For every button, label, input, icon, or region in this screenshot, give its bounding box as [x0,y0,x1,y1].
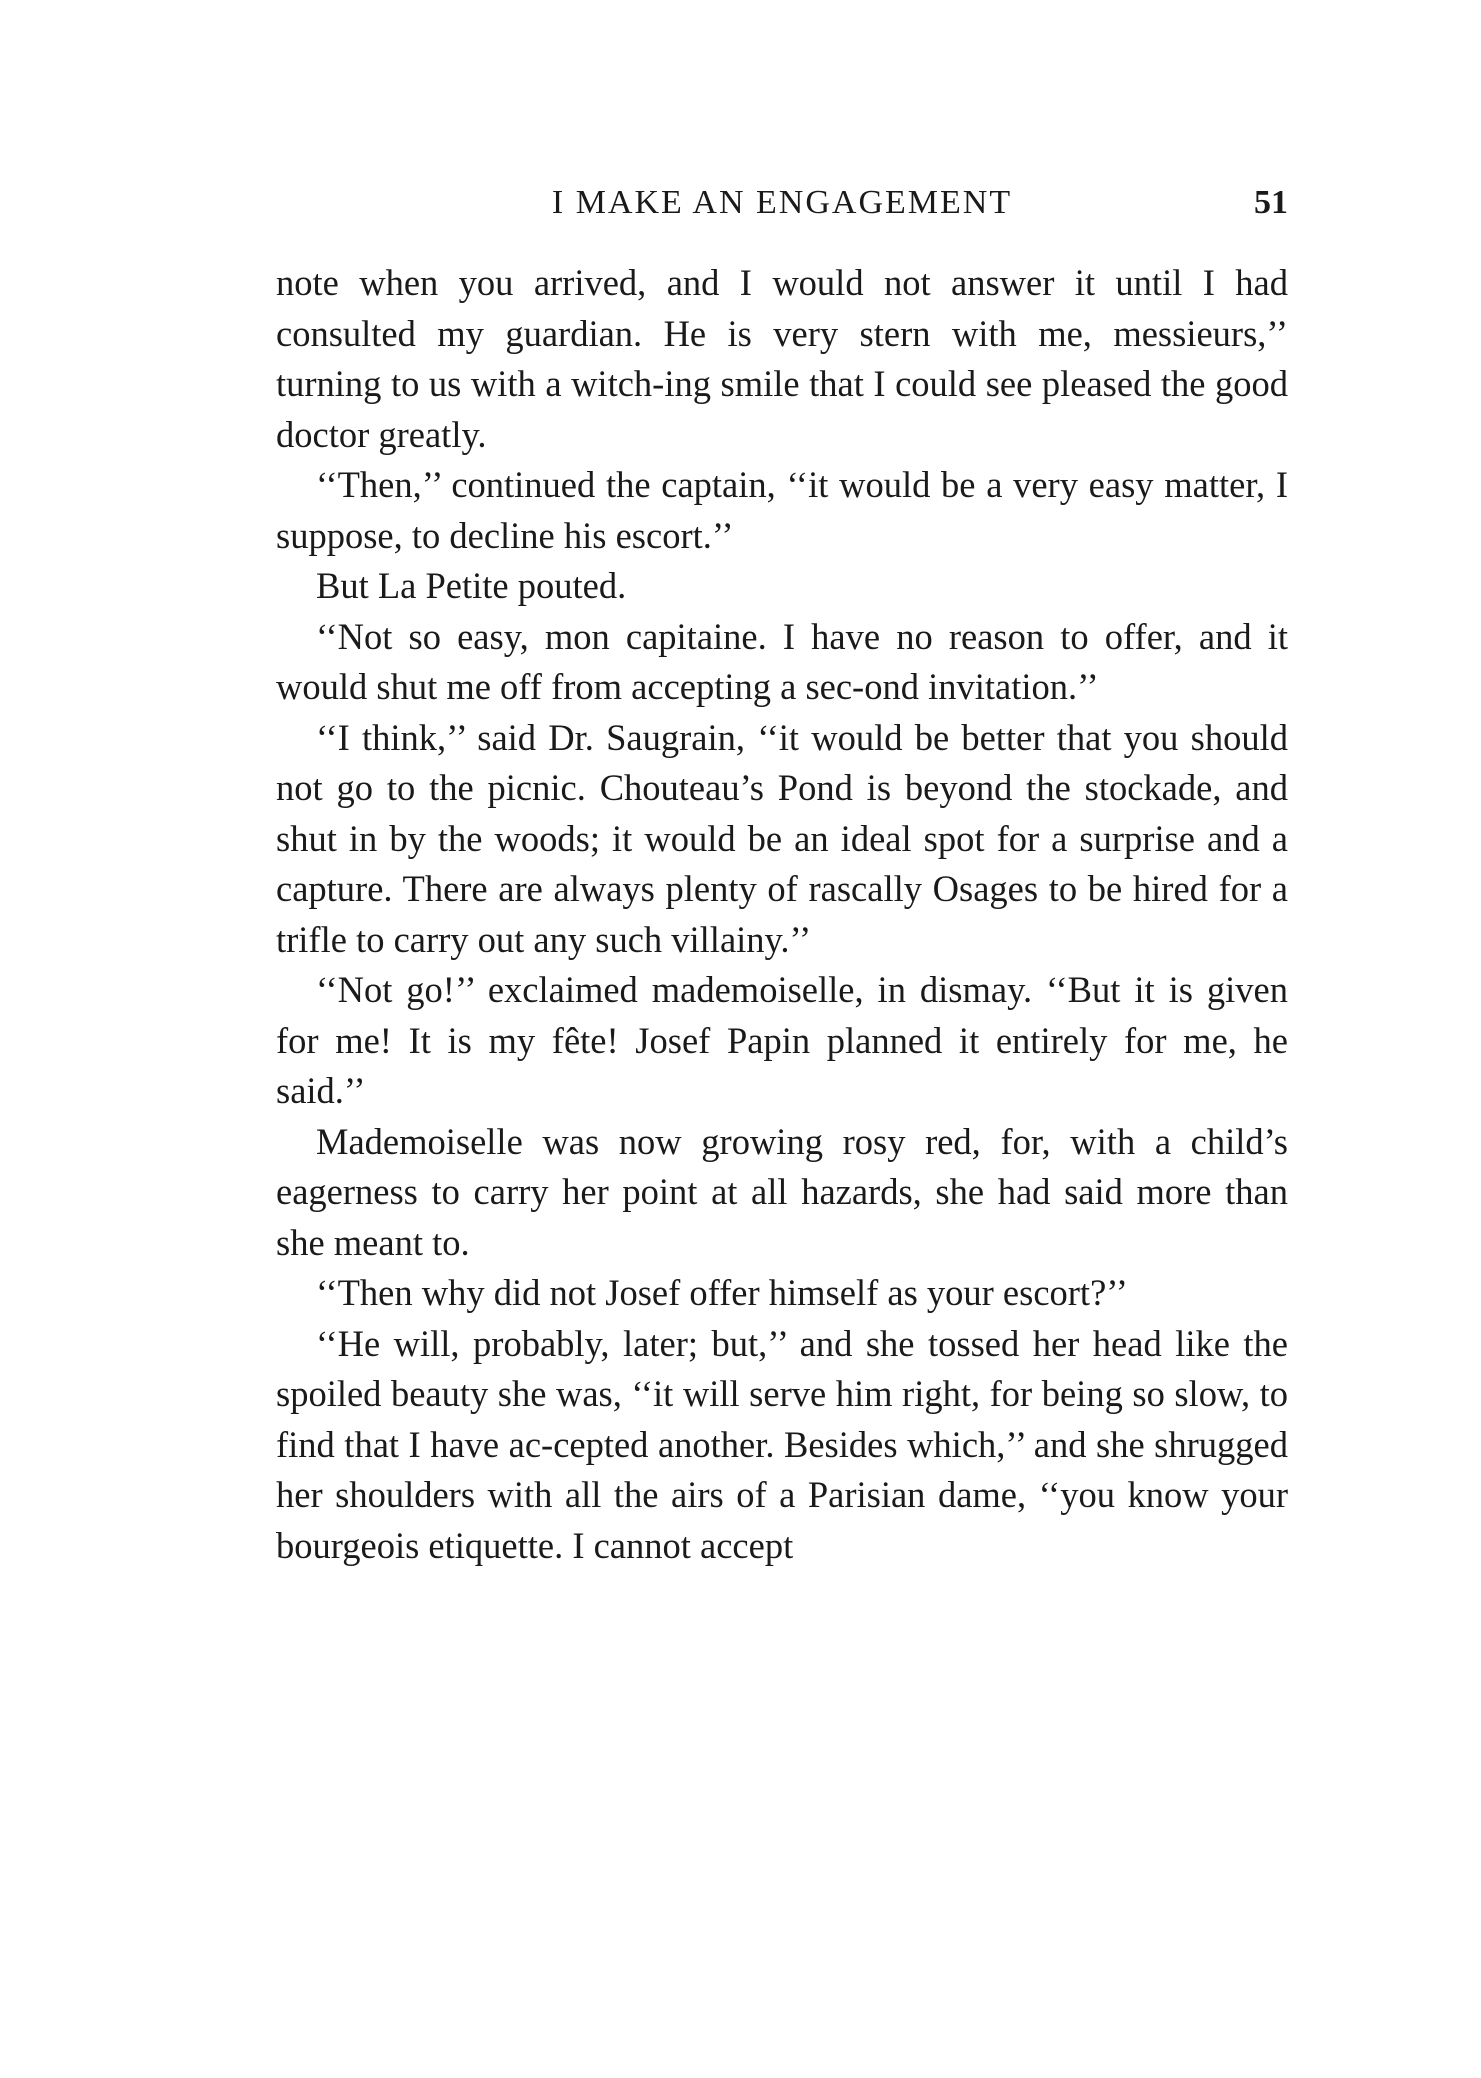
paragraph: ‘‘Then why did not Josef offer himself as your escort?’’ [316,1272,1128,1313]
chapter-title: I MAKE AN ENGAGEMENT [551,184,1013,221]
paragraph: ‘‘I think,’’ said Dr. Saugrain, ‘‘it would be better that you should not go to the picnic. Chouteau’s Pond is beyond the stockade, and shut in by the woods; it would be an ideal spot for a surprise and a capture. There are always plenty of rascally Osages to be hired for a trifle to carry out any such villainy.’’ [276,716,1288,960]
body-text [276,258,1288,1571]
running-head [276,178,1288,228]
paragraph: ‘‘Then,’’ continued the captain, ‘‘it would be a very easy matter, I suppose, to decline his escort.’’ [276,464,1288,556]
paragraph: But La Petite pouted. [316,565,627,606]
paragraph: ‘‘Not so easy, mon capitaine. I have no reason to offer, and it would shut me off from accepting a sec-ond invitation.’’ [276,615,1288,707]
paragraph: ‘‘Not go!’’ exclaimed mademoiselle, in dismay. ‘‘But it is given for me! It is my fête! Josef Papin planned it entirely for me, he said.’’ [276,969,1288,1111]
paragraph: note when you arrived, and I would not answer it until I had consulted my guardian. He is very stern with me, messieurs,’’ turning to us with a witch-ing smile that I could see pleased the good doctor greatly. [276,262,1288,455]
page-number: 51 [1254,184,1288,221]
paragraph: Mademoiselle was now growing rosy red, for, with a child’s eagerness to carry her point at all hazards, she had said more than she meant to. [276,1120,1288,1263]
paragraph: ‘‘He will, probably, later; but,’’ and she tossed her head like the spoiled beauty she was, ‘‘it will serve him right, for being so slow, to find that I have ac-cepted another. Besides which,’’ and she shrugged her shoulders with all the airs of a Parisian dame, ‘‘you know your bourgeois etiquette. I cannot accept [276,1322,1288,1566]
